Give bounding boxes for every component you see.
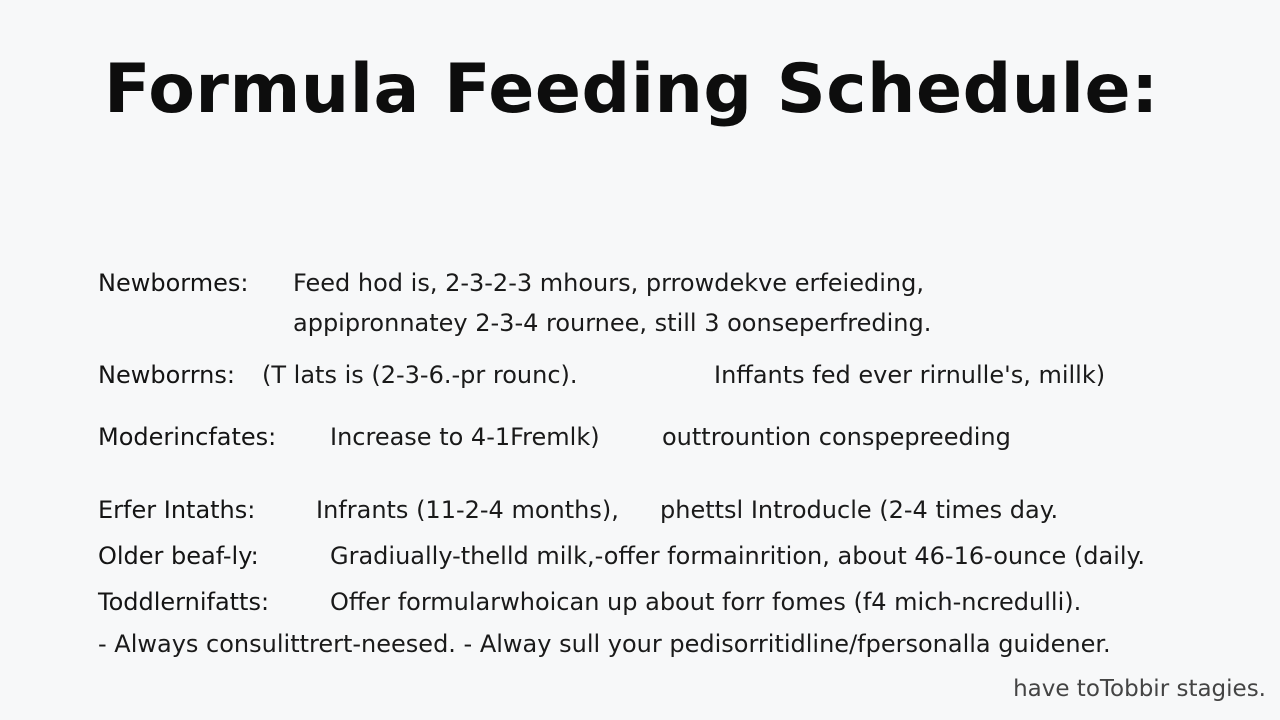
footer-text: have toTobbir stagies. bbox=[1013, 676, 1266, 702]
row-label-older-beaf-ly: Older beaf-ly: bbox=[98, 542, 259, 570]
row-text-older-beaf-ly: Gradiually-thelld milk,-offer formainrition, about 46-16-ounce (daily. bbox=[330, 542, 1145, 570]
row-label-newborrns: Newborrns: bbox=[98, 361, 235, 389]
row-text-erfer-intaths-col2: phettsl Introducle (2-4 times day. bbox=[660, 496, 1059, 524]
row-text-newbormes-line2: appipronnatey 2-3-4 rournee, still 3 oonseperfreding. bbox=[293, 309, 932, 337]
row-label-toddlernifatts: Toddlernifatts: bbox=[98, 588, 270, 616]
row-text-newborrns-col2: Inffants fed ever rirnulle's, millk) bbox=[714, 361, 1106, 389]
row-label-moderincfates: Moderincfates: bbox=[98, 423, 277, 451]
row-text-moderincfates-col2: outtrountion conspepreeding bbox=[662, 423, 1011, 451]
row-text-newborrns-col1: (T lats is (2-3-6.-pr rounc). bbox=[262, 361, 578, 389]
note-line: - Always consulittrert-neesed. - Alway sull your pedisorritidline/fpersonalla guidener. bbox=[98, 630, 1111, 658]
row-text-toddlernifatts: Offer formularwhoican up about forr fomes (f4 mich-ncredulli). bbox=[330, 588, 1082, 616]
row-text-erfer-intaths-col1: Infrants (11-2-4 months), bbox=[316, 496, 619, 524]
row-text-moderincfates-col1: Increase to 4-1Fremlk) bbox=[330, 423, 600, 451]
page-title: Formula Feeding Schedule: bbox=[104, 50, 1159, 129]
row-text-newbormes-line1: Feed hod is, 2-3-2-3 mhours, prrowdekve erfeieding, bbox=[293, 269, 924, 297]
row-label-erfer-intaths: Erfer Intaths: bbox=[98, 496, 256, 524]
row-label-newbormes: Newbormes: bbox=[98, 269, 249, 297]
